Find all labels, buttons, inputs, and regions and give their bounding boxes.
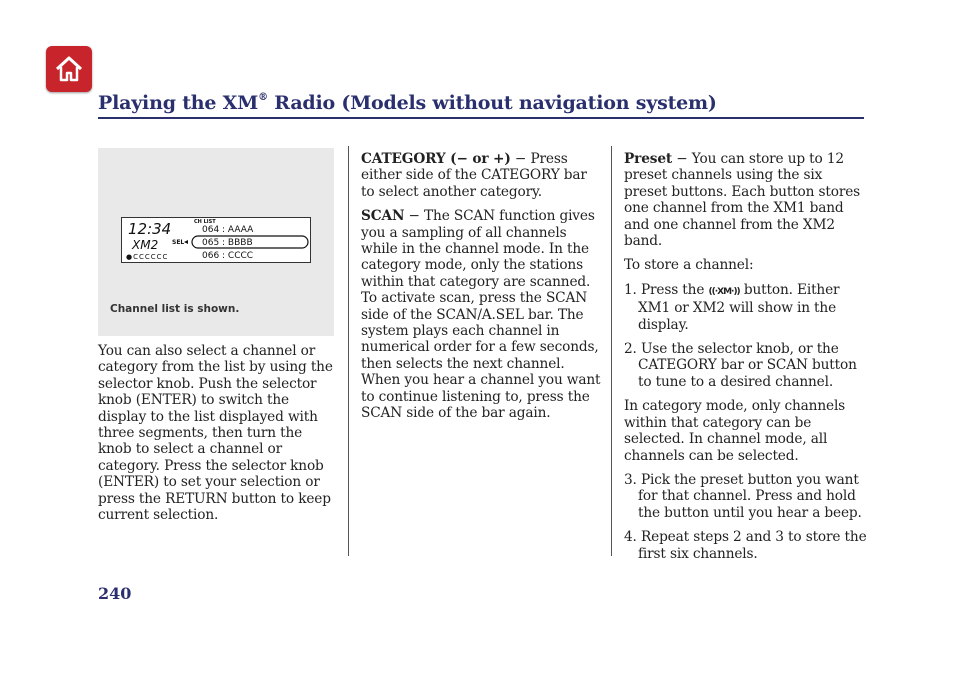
home-icon xyxy=(53,53,85,85)
step-2: 2. Use the selector knob, or the CATEGORY bar or SCAN button to tune to a desired channel. xyxy=(624,341,857,390)
svg-text:CH LIST: CH LIST xyxy=(194,219,216,225)
svg-text:SEL: SEL xyxy=(172,239,185,246)
preset-paragraph: Preset − You can store up to 12 preset channels using the six preset buttons. Each button stores one channel from the XM1 band and one channel from the XM2 band. xyxy=(624,151,861,250)
column-3 xyxy=(624,151,868,570)
home-button[interactable] xyxy=(46,46,92,92)
figure-caption: Channel list is shown. xyxy=(110,303,240,315)
step-4: 4. Repeat steps 2 and 3 to store the first six channels. xyxy=(624,529,867,562)
svg-text:066 : CCCC: 066 : CCCC xyxy=(202,251,254,261)
svg-text:065 : BBBB: 065 : BBBB xyxy=(202,238,253,248)
svg-text:12:34: 12:34 xyxy=(128,220,172,238)
step-3: 3. Pick the preset button you want for that channel. Press and hold the button until you hear a beep. xyxy=(624,471,862,521)
column-divider-1 xyxy=(348,146,349,556)
scan-paragraph: SCAN − The SCAN function gives you a sampling of all channels while in the channel mode. In the category mode, only the stations within that category are scanned. To activate scan, press the SCAN side of the SCAN/A.SEL bar. The system plays each channel in numerical order for a few seconds, then selects the next channel. When you hear a channel you want to continue listening to, press the SCAN side of the bar again. xyxy=(361,208,601,422)
column-2 xyxy=(361,151,603,430)
category-paragraph: CATEGORY (− or +) − Press either side of the CATEGORY bar to select another category. xyxy=(361,151,587,200)
xm-button-icon: ((·XM·)) xyxy=(708,286,740,297)
channel-list-paragraph: You can also select a channel or category from the list by using the selector knob. Push the selector knob (ENTER) to switch the display to the list displayed with three segments, then turn the knob to select a channel or category. Press the selector knob (ENTER) to set your selection or press the RETURN button to keep current selection. xyxy=(98,343,333,524)
page-title: Playing the XM® Radio (Models without navigation system) xyxy=(98,92,717,114)
title-rule xyxy=(98,117,864,119)
svg-text:XM2: XM2 xyxy=(132,238,159,252)
page-number: 240 xyxy=(98,584,132,603)
channel-list-figure xyxy=(98,148,334,336)
column-1 xyxy=(98,343,336,531)
step-1: 1. Press the ((·XM·)) button. Either XM1 or XM2 will show in the display. xyxy=(624,281,840,333)
store-heading: To store a channel: xyxy=(624,257,754,274)
svg-text:●CCCCCC: ●CCCCCC xyxy=(126,253,169,261)
svg-text:064 : AAAA: 064 : AAAA xyxy=(202,225,254,235)
radio-display xyxy=(121,217,311,263)
display-graphic xyxy=(122,218,310,262)
column-divider-2 xyxy=(611,146,612,556)
mode-note: In category mode, only channels within that category can be selected. In channel mode, all channels can be selected. xyxy=(624,398,846,464)
